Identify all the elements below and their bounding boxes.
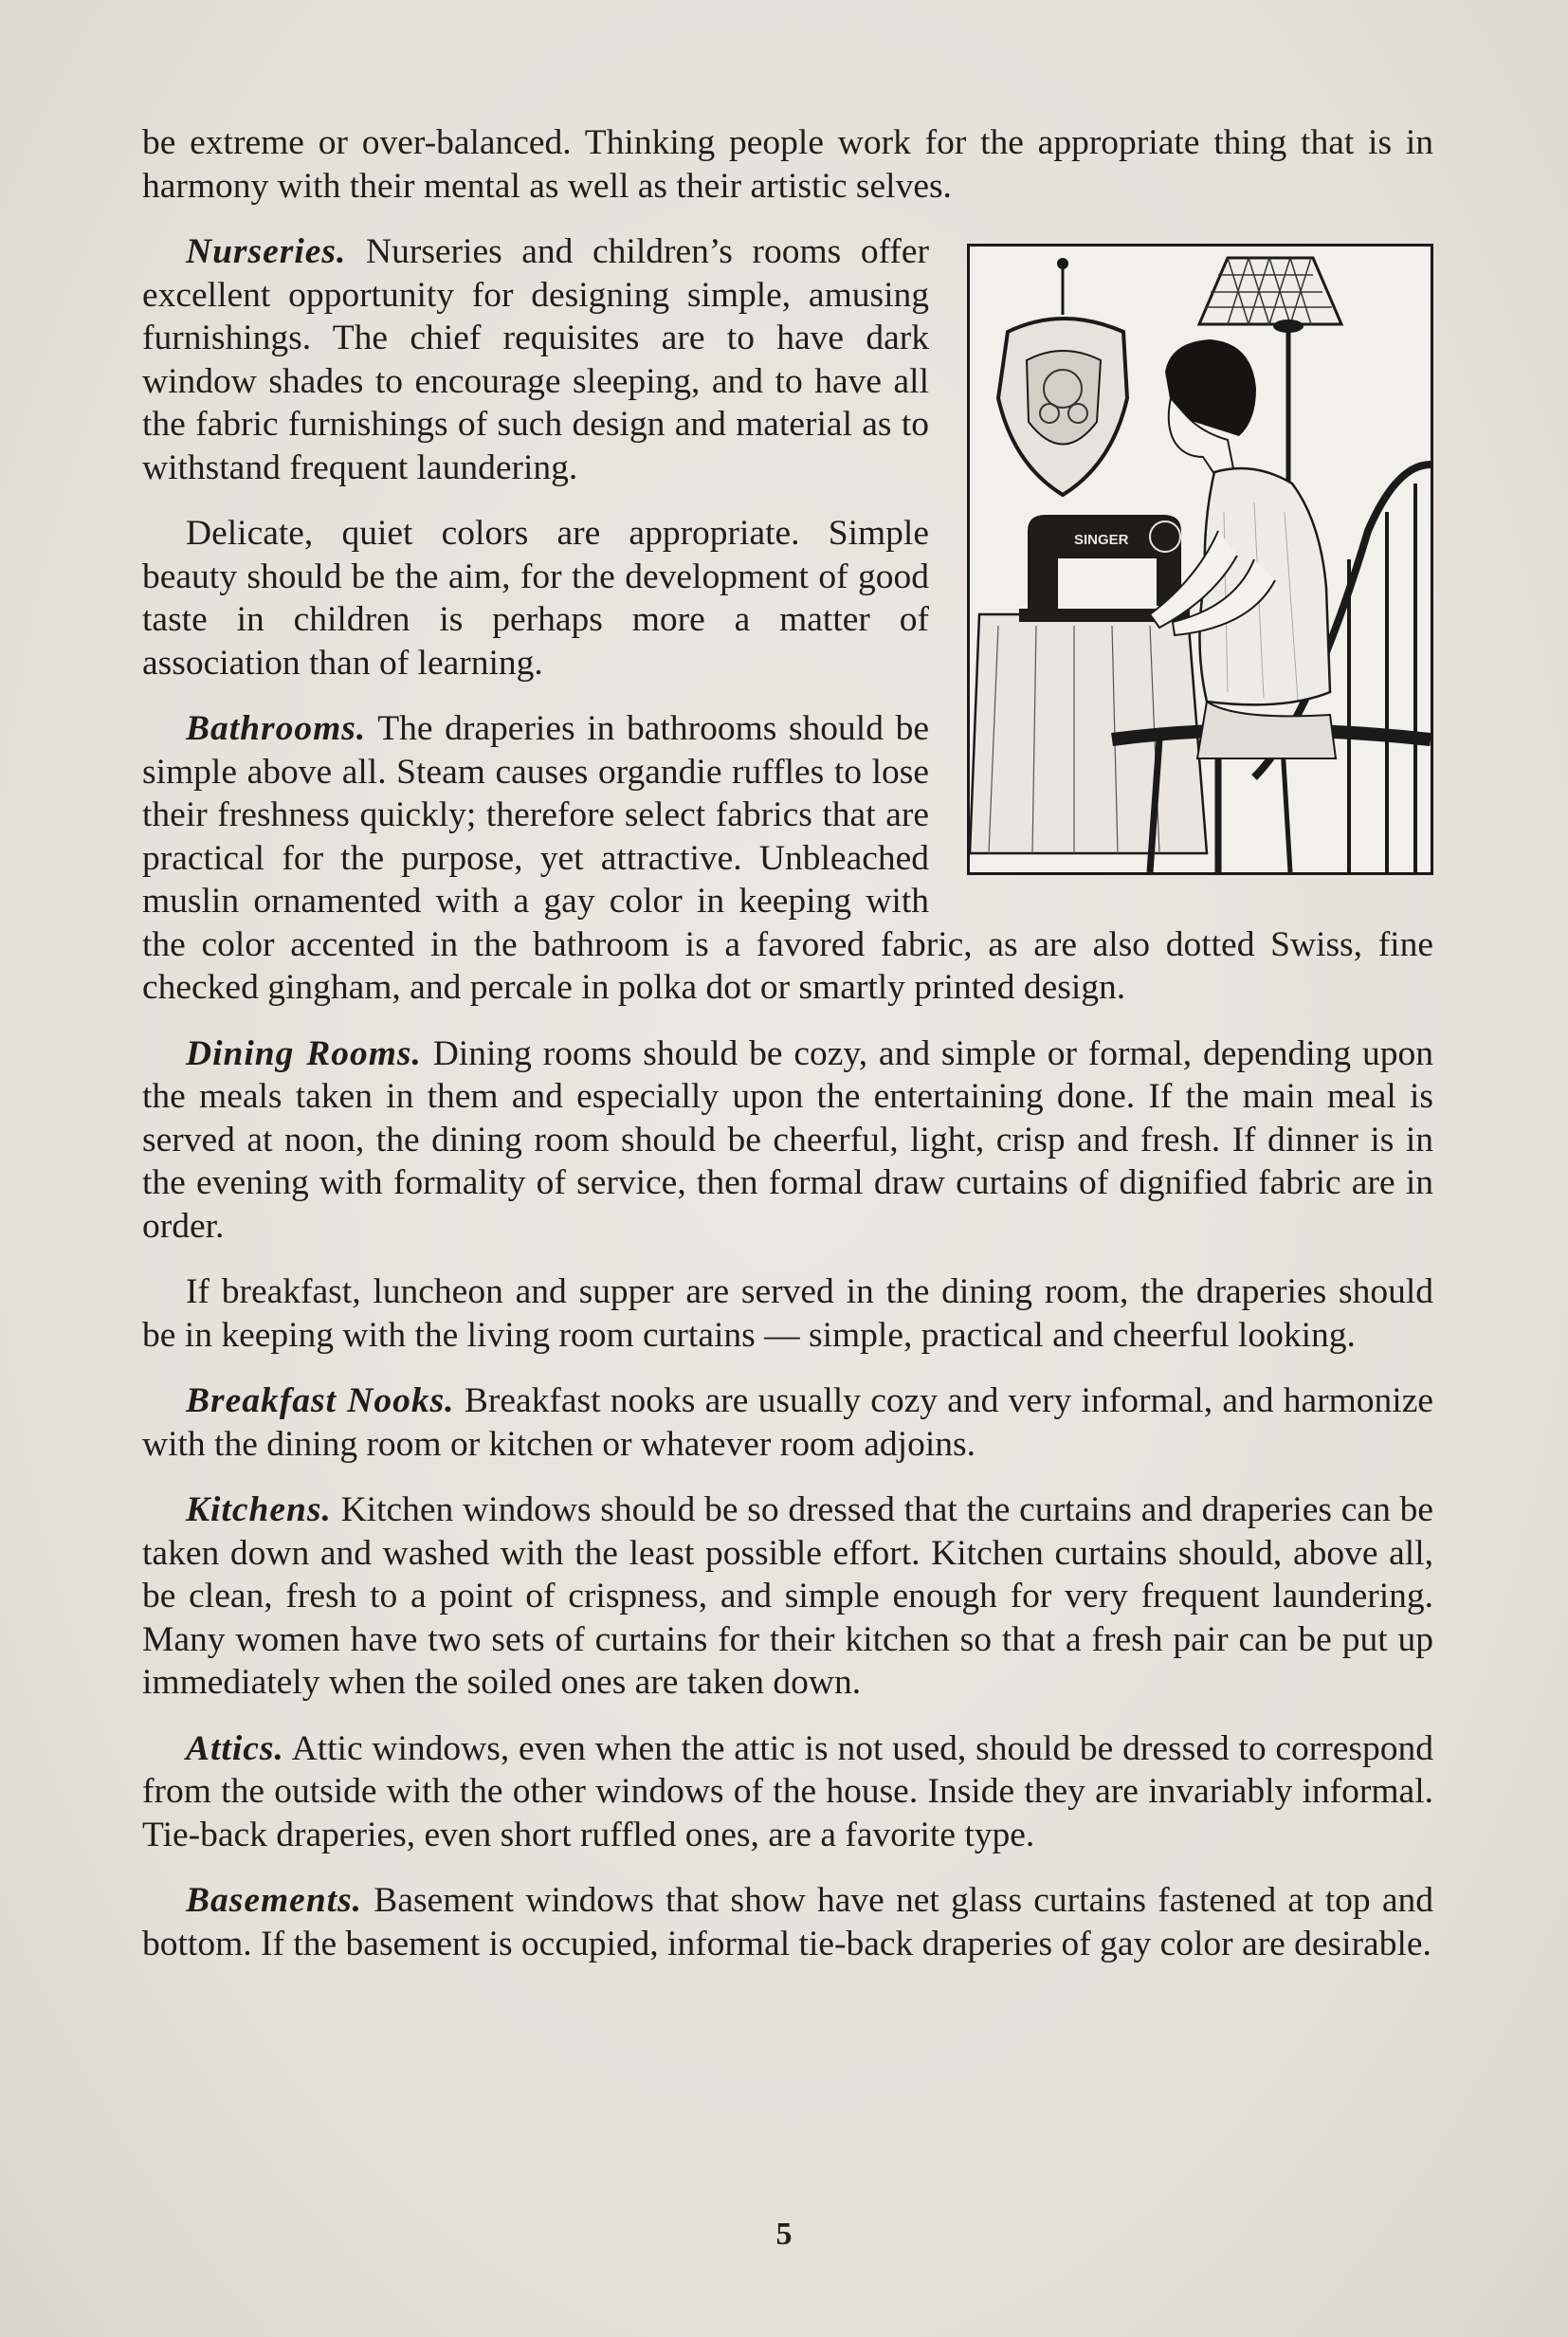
page-number: 5 [775,2217,793,2252]
paragraph-heading: Kitchens. [186,1490,332,1529]
paragraph-text: Kitchen windows should be so dressed that the curtains and draperies can be taken down and washed with the least possible effort. Kitchen curtains should, above all, be clean, fresh to a point of crispness, and simple enough for very frequent laundering. Many women have two sets of curtains for their kitchen so that a fresh pair can be put up immediately when the soiled ones are taken down. [142,1490,1433,1702]
paragraph-heading: Attics. [186,1728,284,1768]
paragraph-text: Dining rooms should be cozy, and simple or formal, depending upon the meals taken in them and especially upon the entertaining done. If the main meal is served at noon, the dining room should be cheerful, light, crisp and fresh. If dinner is in the evening with formality of service, then formal draw curtains of dignified fabric are in order. [142,1033,1433,1246]
paragraph-intro [142,121,1433,208]
paragraph-text: If breakfast, luncheon and supper are served in the dining room, the draperies should be in keeping with the living room curtains — simple, practical and cheerful looking. [142,1272,1433,1355]
machine-brand-label: SINGER [1074,532,1129,548]
paragraph-text: be extreme or over-balanced. Thinking people work for the appropriate thing that is in harmony with their mental as well as their artistic selves. [142,123,1433,206]
paragraph-heading: Nurseries. [186,232,347,271]
paragraph-heading: Basements. [186,1881,363,1920]
sewing-illustration [967,244,1433,875]
paragraph-dining-rooms [142,1032,1433,1249]
page-body [142,121,1433,1965]
paragraph-heading: Dining Rooms. [186,1033,422,1073]
paragraph-kitchens [142,1488,1433,1705]
paragraph-text: The draperies in bathrooms should be simple above all. Steam causes organdie ruffles to lose their freshness quickly; therefore select fabrics that are practical for the purpose, yet attractive. Unbleached muslin ornamented with a gay color in keeping with the color accented in the bathroom is a favored fabric, as are also dotted Swiss, fine checked gingham, and percale in polka dot or smartly printed design. [142,709,1433,1007]
paragraph-basements [142,1879,1433,1965]
paragraph-dining-breakfast [142,1270,1433,1357]
paragraph-heading: Breakfast Nooks. [186,1381,455,1420]
paragraph-text: Breakfast nooks are usually cozy and very informal, and harmonize with the dining room or kitchen or whatever room adjoins. [142,1381,1433,1464]
paragraph-attics [142,1727,1433,1857]
paragraph-text: Delicate, quiet colors are appropriate. Simple beauty should be the aim, for the development of good taste in children is perhaps more a matter of association than of learning. [142,514,929,683]
paragraph-breakfast-nooks [142,1379,1433,1466]
paragraph-text: Nurseries and children’s rooms offer excellent opportunity for designing simple, amusing furnishings. The chief requisites are to have dark window shades to encourage sleeping, and to have all the fabric furnishings of such design and material as to withstand frequent laundering. [142,232,929,487]
paragraph-text: Basement windows that show have net glass curtains fastened at top and bottom. If the basement is occupied, informal tie-back draperies of gay color are desirable. [142,1881,1433,1963]
paragraph-heading: Bathrooms. [186,709,367,748]
paragraph-text: Attic windows, even when the attic is not used, should be dressed to correspond from the outside with the other windows of the house. Inside they are invariably informal. Tie-back draperies, even short ruffled ones, are a favorite type. [142,1728,1433,1854]
